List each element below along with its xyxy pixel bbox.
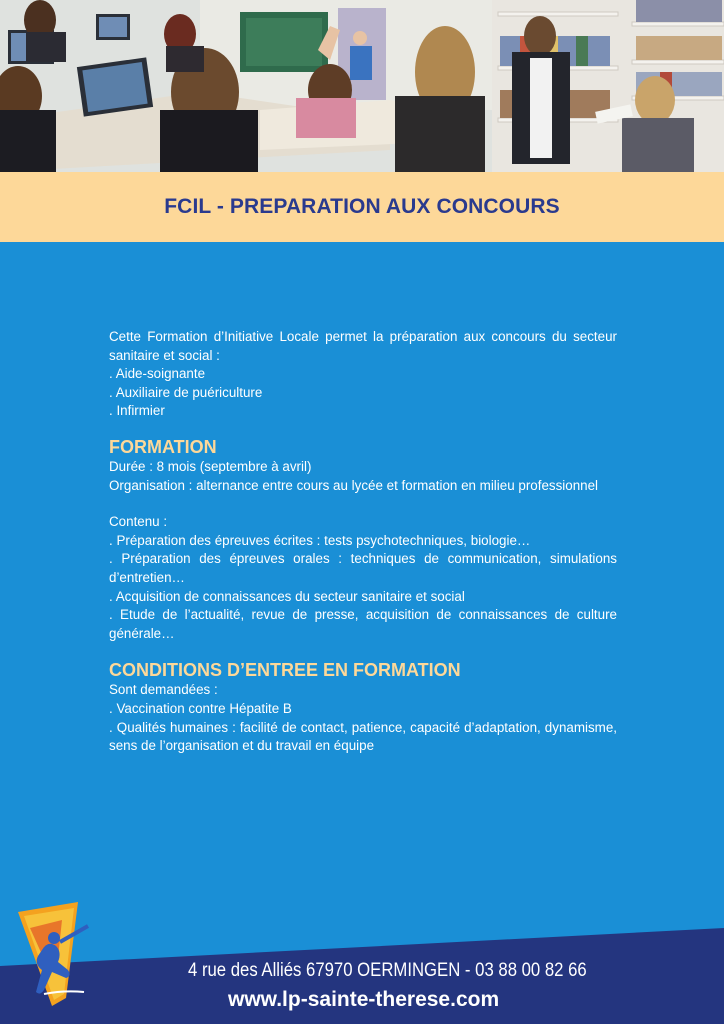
formation-heading: FORMATION — [109, 436, 217, 457]
conditions-item: . Vaccination contre Hépatite B — [109, 700, 292, 716]
school-logo-icon — [14, 898, 114, 1008]
intro-item: . Auxiliaire de puériculture — [109, 384, 263, 400]
intro-text: Cette Formation d’Initiative Locale permet la préparation aux concours du secteur sanitaire et social : — [109, 329, 617, 363]
contenu-item: . Acquisition de connaissances du secteur sanitaire et social — [109, 588, 465, 604]
title-band — [0, 172, 724, 242]
intro-item: . Infirmier — [109, 403, 165, 419]
conditions-label: Sont demandées : — [109, 682, 218, 698]
main-content — [109, 328, 617, 756]
contenu-item: . Etude de l’actualité, revue de presse, acquisition de connaissances de culture générale… — [109, 607, 617, 641]
formation-duree: Durée : 8 mois (septembre à avril) — [109, 458, 312, 474]
page-title: FCIL - PREPARATION AUX CONCOURS — [164, 195, 560, 218]
intro-item: . Aide-soignante — [109, 366, 206, 382]
header-photo — [0, 0, 724, 172]
contenu-item: . Préparation des épreuves écrites : tests psychotechniques, biologie… — [109, 532, 531, 548]
contenu-label: Contenu : — [109, 514, 168, 530]
conditions-item: . Qualités humaines : facilité de contact, patience, capacité d’adaptation, dynamisme, sens de l’organisation et du travail en équipe — [109, 719, 617, 754]
classroom-illustration — [0, 0, 724, 172]
formation-organisation: Organisation : alternance entre cours au lycée et formation en milieu professionnel — [109, 477, 599, 493]
contenu-item: . Préparation des épreuves orales : techniques de communication, simulations d’entretien… — [109, 551, 617, 585]
conditions-heading: CONDITIONS D’ENTREE EN FORMATION — [109, 660, 461, 681]
footer-website-link[interactable]: www.lp-sainte-therese.com — [228, 988, 500, 1011]
footer-address: 4 rue des Alliés 67970 OERMINGEN - 03 88 00 82 66 — [188, 960, 587, 981]
